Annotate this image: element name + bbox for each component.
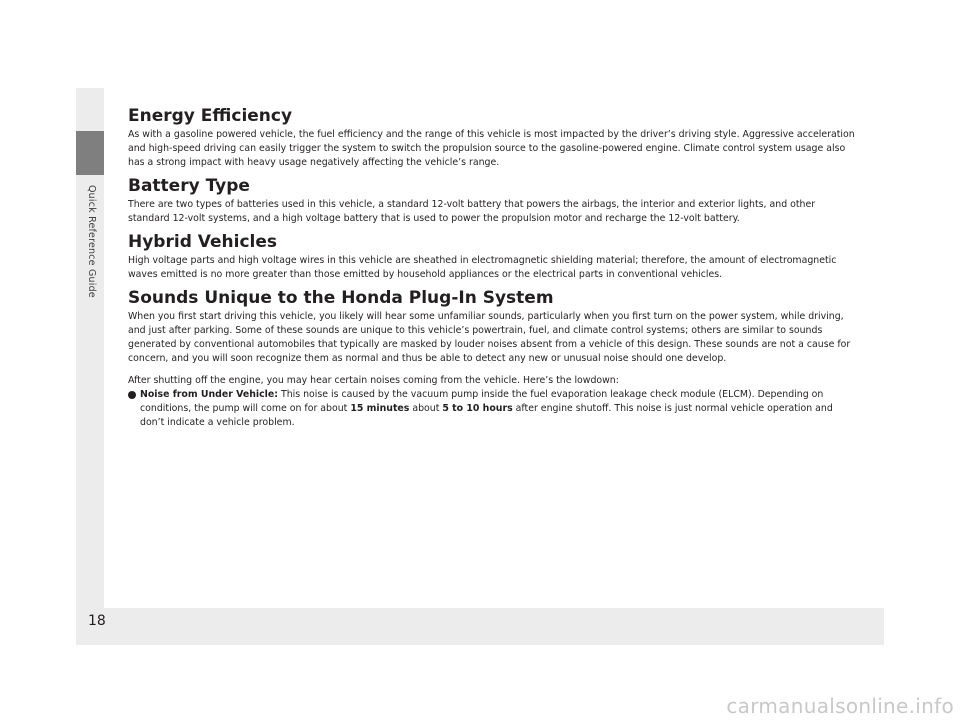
bullet-label: Noise from Under Vehicle: <box>140 389 278 400</box>
page-number: 18 <box>88 613 106 629</box>
section-heading: Hybrid Vehicles <box>128 232 278 252</box>
bullet-dot-icon <box>128 391 136 399</box>
section-body: High voltage parts and high voltage wires in this vehicle are sheathed in electromagnetic shielding material; therefore, the amount of electromagnetic waves emitted is no more greater than those emitted by household appliances or the electrical parts in conventional vehicles. <box>128 255 837 280</box>
bullet-delay: 5 to 10 hours <box>442 403 513 414</box>
section-heading: Sounds Unique to the Honda Plug-In System <box>128 288 554 308</box>
section-heading: Energy Efficiency <box>128 106 293 126</box>
section-heading: Battery Type <box>128 176 250 196</box>
section-body: As with a gasoline powered vehicle, the fuel efficiency and the range of this vehicle is most impacted by the driver’s driving style. Aggressive acceleration and high-speed driving can easily trigger the system to switch the propulsion source to the gasoline-powered engine. Climate control system usage also has a strong impact with heavy usage negatively affecting the vehicle’s range. <box>128 129 855 168</box>
section-battery-type <box>128 176 858 226</box>
section-body: There are two types of batteries used in this vehicle, a standard 12-volt battery that powers the airbags, the interior and exterior lights, and other standard 12-volt systems, and a high voltage battery that is used to power the propulsion motor and recharge the 12-volt battery. <box>128 199 816 224</box>
section-hybrid-vehicles <box>128 232 858 282</box>
section-sounds-unique <box>128 288 858 430</box>
section-body-secondary: After shutting off the engine, you may hear certain noises coming from the vehicle. Here’s the lowdown: <box>128 375 619 386</box>
bullet-text: after engine shutoff. This noise is just normal vehicle operation and don’t indicate a vehicle problem. <box>140 403 833 428</box>
bullet-text: about <box>409 403 443 414</box>
bullet-text: This noise is caused by the vacuum pump inside the fuel evaporation leakage check module (ELCM). Depending on conditions, the pump will come on for about <box>140 389 824 414</box>
bullet-item <box>128 388 858 430</box>
section-energy-efficiency <box>128 106 858 170</box>
bullet-duration: 15 minutes <box>350 403 410 414</box>
section-tab-marker <box>76 131 104 175</box>
sidebar-section-label: Quick Reference Guide <box>86 185 97 298</box>
main-text <box>128 106 858 436</box>
watermark: carmanualsonline.info <box>726 694 954 718</box>
section-body: When you first start driving this vehicle, you likely will hear some unfamiliar sounds, particularly when you first turn on the power system, while driving, and just after parking. Some of these sounds are unique to this vehicle’s powertrain, fuel, and climate control systems; others are similar to sounds generated by conventional automobiles that typically are masked by louder noises absent from a vehicle of this design. These sounds are not a cause for concern, and you will soon recognize them as normal and thus be able to detect any new or unusual noise should one develop. <box>128 311 851 364</box>
